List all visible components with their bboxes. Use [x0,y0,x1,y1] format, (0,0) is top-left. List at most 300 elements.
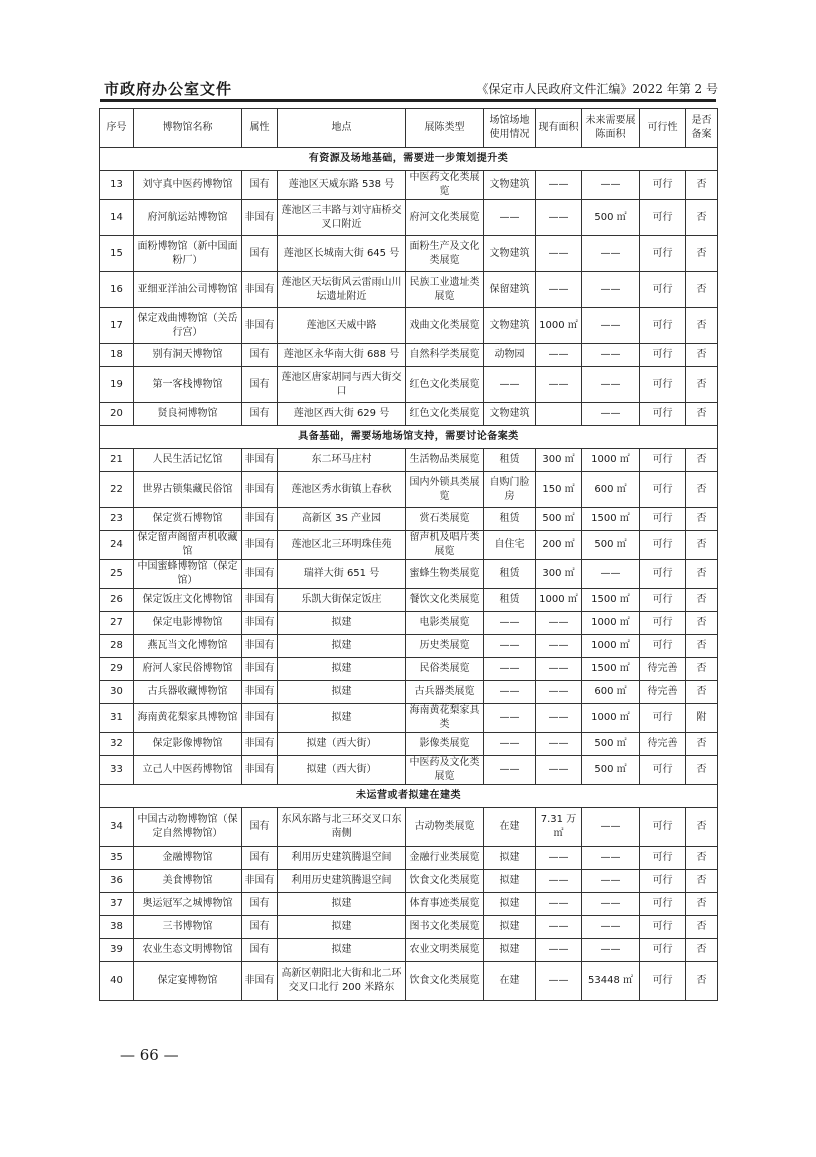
future-area-cell: 1500 ㎡ [582,589,640,612]
row-number-cell: 22 [100,472,134,508]
venue-usage-cell: 文物建筑 [484,308,536,344]
location-cell: 利用历史建筑腾退空间 [278,847,406,870]
row-number-cell: 14 [100,200,134,236]
ownership-cell: 国有 [242,344,278,367]
museum-name-cell: 府河航运站博物馆 [134,200,242,236]
location-cell: 东风东路与北三环交叉口东南侧 [278,808,406,847]
museum-table [99,108,718,1001]
ownership-cell: 非国有 [242,756,278,785]
museum-name-cell: 中国古动物博物馆（保定自然博物馆） [134,808,242,847]
table-row [100,508,718,531]
location-cell: 莲池区长城南大街 645 号 [278,236,406,272]
venue-usage-cell: 租赁 [484,449,536,472]
location-cell: 高新区朝阳北大街和北二环交叉口北行 200 米路东 [278,962,406,1001]
filing-status-cell: 否 [686,531,718,560]
feasibility-cell: 可行 [640,531,686,560]
table-row [100,272,718,308]
row-number-cell: 20 [100,403,134,426]
venue-usage-cell: —— [484,733,536,756]
future-area-cell: —— [582,308,640,344]
row-number-cell: 30 [100,681,134,704]
row-number-cell: 15 [100,236,134,272]
location-cell: 拟建 [278,939,406,962]
section-header-row [100,148,718,171]
exhibition-type-cell: 餐饮文化类展览 [406,589,484,612]
row-number-cell: 32 [100,733,134,756]
row-number-cell: 38 [100,916,134,939]
future-area-cell: 1000 ㎡ [582,449,640,472]
ownership-cell: 非国有 [242,508,278,531]
table-row [100,916,718,939]
table-row [100,236,718,272]
filing-status-cell: 否 [686,344,718,367]
museum-name-cell: 燕瓦当文化博物馆 [134,635,242,658]
exhibition-type-cell: 电影类展览 [406,612,484,635]
future-area-cell: 600 ㎡ [582,681,640,704]
filing-status-cell: 否 [686,236,718,272]
ownership-cell: 国有 [242,236,278,272]
venue-usage-cell: —— [484,704,536,733]
row-number-cell: 24 [100,531,134,560]
table-row [100,870,718,893]
current-area-cell: —— [536,733,582,756]
exhibition-type-cell: 面粉生产及文化类展览 [406,236,484,272]
feasibility-cell: 可行 [640,704,686,733]
ownership-cell: 国有 [242,403,278,426]
header-divider [100,99,716,102]
museum-name-cell: 美食博物馆 [134,870,242,893]
filing-status-cell: 否 [686,893,718,916]
venue-usage-cell: —— [484,658,536,681]
future-area-cell: 500 ㎡ [582,200,640,236]
filing-status-cell: 否 [686,658,718,681]
museum-name-cell: 古兵器收藏博物馆 [134,681,242,704]
venue-usage-cell: —— [484,681,536,704]
current-area-cell: 500 ㎡ [536,508,582,531]
museum-name-cell: 别有洞天博物馆 [134,344,242,367]
museum-name-cell: 中国蜜蜂博物馆（保定馆） [134,560,242,589]
venue-usage-cell: 在建 [484,962,536,1001]
feasibility-cell: 可行 [640,847,686,870]
future-area-cell: —— [582,847,640,870]
filing-status-cell: 否 [686,870,718,893]
future-area-cell: —— [582,344,640,367]
future-area-cell: 600 ㎡ [582,472,640,508]
location-cell: 莲池区三丰路与刘守庙桥交叉口附近 [278,200,406,236]
column-header: 序号 [100,109,134,148]
column-header: 展陈类型 [406,109,484,148]
current-area-cell: —— [536,916,582,939]
ownership-cell: 国有 [242,893,278,916]
exhibition-type-cell: 古动物类展览 [406,808,484,847]
column-header: 地点 [278,109,406,148]
exhibition-type-cell: 自然科学类展览 [406,344,484,367]
row-number-cell: 39 [100,939,134,962]
exhibition-type-cell: 饮食文化类展览 [406,962,484,1001]
filing-status-cell: 否 [686,403,718,426]
museum-name-cell: 面粉博物馆（新中国面粉厂） [134,236,242,272]
table-row [100,704,718,733]
feasibility-cell: 可行 [640,756,686,785]
venue-usage-cell: 拟建 [484,939,536,962]
filing-status-cell: 否 [686,589,718,612]
location-cell: 拟建 [278,612,406,635]
ownership-cell: 非国有 [242,612,278,635]
ownership-cell: 国有 [242,171,278,200]
filing-status-cell: 否 [686,681,718,704]
filing-status-cell: 否 [686,367,718,403]
table-row [100,344,718,367]
filing-status-cell: 否 [686,308,718,344]
section-header-row [100,785,718,808]
venue-usage-cell: —— [484,200,536,236]
museum-name-cell: 人民生活记忆馆 [134,449,242,472]
column-header: 现有面积 [536,109,582,148]
location-cell: 乐凯大街保定饭庄 [278,589,406,612]
current-area-cell: —— [536,612,582,635]
future-area-cell: 500 ㎡ [582,756,640,785]
feasibility-cell: 待完善 [640,681,686,704]
current-area-cell: —— [536,847,582,870]
current-area-cell: —— [536,939,582,962]
ownership-cell: 非国有 [242,635,278,658]
table-row [100,612,718,635]
location-cell: 拟建 [278,681,406,704]
filing-status-cell: 否 [686,200,718,236]
exhibition-type-cell: 金融行业类展览 [406,847,484,870]
venue-usage-cell: 文物建筑 [484,403,536,426]
table-row [100,681,718,704]
table-row [100,658,718,681]
feasibility-cell: 可行 [640,200,686,236]
filing-status-cell: 否 [686,171,718,200]
feasibility-cell: 可行 [640,808,686,847]
exhibition-type-cell: 体育事迹类展览 [406,893,484,916]
current-area-cell: —— [536,704,582,733]
ownership-cell: 国有 [242,847,278,870]
feasibility-cell: 可行 [640,962,686,1001]
table-row [100,756,718,785]
museum-name-cell: 刘守真中医药博物馆 [134,171,242,200]
future-area-cell: 500 ㎡ [582,733,640,756]
column-header: 可行性 [640,109,686,148]
filing-status-cell: 否 [686,272,718,308]
museum-name-cell: 保定留声阁留声机收藏馆 [134,531,242,560]
location-cell: 高新区 3S 产业园 [278,508,406,531]
exhibition-type-cell: 蜜蜂生物类展览 [406,560,484,589]
venue-usage-cell: —— [484,367,536,403]
row-number-cell: 16 [100,272,134,308]
future-area-cell: —— [582,367,640,403]
ownership-cell: 非国有 [242,200,278,236]
location-cell: 东二环马庄村 [278,449,406,472]
venue-usage-cell: 拟建 [484,870,536,893]
feasibility-cell: 可行 [640,560,686,589]
museum-name-cell: 府河人家民俗博物馆 [134,658,242,681]
filing-status-cell: 否 [686,508,718,531]
column-header: 博物馆名称 [134,109,242,148]
row-number-cell: 29 [100,658,134,681]
row-number-cell: 35 [100,847,134,870]
table-row [100,939,718,962]
row-number-cell: 13 [100,171,134,200]
current-area-cell: 1000 ㎡ [536,308,582,344]
ownership-cell: 非国有 [242,704,278,733]
row-number-cell: 28 [100,635,134,658]
feasibility-cell: 可行 [640,870,686,893]
ownership-cell: 非国有 [242,308,278,344]
venue-usage-cell: 保留建筑 [484,272,536,308]
row-number-cell: 25 [100,560,134,589]
feasibility-cell: 可行 [640,403,686,426]
table-row [100,367,718,403]
ownership-cell: 非国有 [242,870,278,893]
exhibition-type-cell: 影像类展览 [406,733,484,756]
table-row [100,200,718,236]
current-area-cell: —— [536,870,582,893]
ownership-cell: 国有 [242,939,278,962]
feasibility-cell: 可行 [640,589,686,612]
location-cell: 拟建 [278,893,406,916]
filing-status-cell: 附 [686,704,718,733]
filing-status-cell: 否 [686,756,718,785]
current-area-cell: —— [536,236,582,272]
filing-status-cell: 否 [686,635,718,658]
column-header: 是否备案 [686,109,718,148]
venue-usage-cell: —— [484,635,536,658]
future-area-cell: 1000 ㎡ [582,612,640,635]
section-title: 未运营或者拟建在建类 [100,785,718,808]
row-number-cell: 36 [100,870,134,893]
row-number-cell: 26 [100,589,134,612]
exhibition-type-cell: 中医药及文化类展览 [406,756,484,785]
feasibility-cell: 可行 [640,612,686,635]
document-series-title: 《保定市人民政府文件汇编》2022 年第 2 号 [476,82,718,96]
current-area-cell: —— [536,681,582,704]
table-body [100,148,718,1001]
exhibition-type-cell: 历史类展览 [406,635,484,658]
table-row [100,847,718,870]
table-row [100,560,718,589]
filing-status-cell: 否 [686,847,718,870]
table-row [100,472,718,508]
filing-status-cell: 否 [686,472,718,508]
museum-name-cell: 农业生态文明博物馆 [134,939,242,962]
location-cell: 莲池区永华南大街 688 号 [278,344,406,367]
future-area-cell: 500 ㎡ [582,531,640,560]
future-area-cell: —— [582,403,640,426]
filing-status-cell: 否 [686,939,718,962]
table-row [100,403,718,426]
exhibition-type-cell: 民俗类展览 [406,658,484,681]
row-number-cell: 17 [100,308,134,344]
table-row [100,308,718,344]
filing-status-cell: 否 [686,612,718,635]
ownership-cell: 非国有 [242,272,278,308]
museum-name-cell: 三书博物馆 [134,916,242,939]
feasibility-cell: 待完善 [640,658,686,681]
future-area-cell: 53448 ㎡ [582,962,640,1001]
future-area-cell: —— [582,870,640,893]
filing-status-cell: 否 [686,808,718,847]
exhibition-type-cell: 留声机及唱片类展览 [406,531,484,560]
location-cell: 拟建 [278,916,406,939]
museum-name-cell: 立己人中医药博物馆 [134,756,242,785]
venue-usage-cell: 文物建筑 [484,236,536,272]
row-number-cell: 31 [100,704,134,733]
venue-usage-cell: 拟建 [484,893,536,916]
future-area-cell: 1500 ㎡ [582,508,640,531]
table-row [100,635,718,658]
current-area-cell: 7.31 万㎡ [536,808,582,847]
exhibition-type-cell: 国内外锁具类展览 [406,472,484,508]
future-area-cell: —— [582,171,640,200]
current-area-cell: —— [536,893,582,916]
row-number-cell: 21 [100,449,134,472]
exhibition-type-cell: 古兵器类展览 [406,681,484,704]
location-cell: 莲池区天威东路 538 号 [278,171,406,200]
location-cell: 莲池区北三环明珠佳苑 [278,531,406,560]
column-header: 属性 [242,109,278,148]
ownership-cell: 非国有 [242,589,278,612]
feasibility-cell: 可行 [640,171,686,200]
current-area-cell: —— [536,272,582,308]
feasibility-cell: 可行 [640,367,686,403]
current-area-cell: 1000 ㎡ [536,589,582,612]
current-area-cell: 300 ㎡ [536,560,582,589]
document-header-title: 市政府办公室文件 [104,80,233,98]
current-area-cell: —— [536,962,582,1001]
filing-status-cell: 否 [686,733,718,756]
location-cell: 拟建（西大街） [278,733,406,756]
future-area-cell: 1500 ㎡ [582,658,640,681]
ownership-cell: 国有 [242,916,278,939]
exhibition-type-cell: 饮食文化类展览 [406,870,484,893]
venue-usage-cell: 在建 [484,808,536,847]
feasibility-cell: 可行 [640,272,686,308]
feasibility-cell: 可行 [640,472,686,508]
ownership-cell: 非国有 [242,658,278,681]
exhibition-type-cell: 赏石类展览 [406,508,484,531]
ownership-cell: 非国有 [242,962,278,1001]
location-cell: 拟建 [278,658,406,681]
row-number-cell: 19 [100,367,134,403]
future-area-cell: —— [582,560,640,589]
feasibility-cell: 待完善 [640,733,686,756]
future-area-cell: —— [582,808,640,847]
museum-name-cell: 保定戏曲博物馆（关岳行宫） [134,308,242,344]
feasibility-cell: 可行 [640,236,686,272]
feasibility-cell: 可行 [640,635,686,658]
museum-name-cell: 奥运冠军之城博物馆 [134,893,242,916]
table-row [100,733,718,756]
filing-status-cell: 否 [686,962,718,1001]
location-cell: 利用历史建筑腾退空间 [278,870,406,893]
ownership-cell: 非国有 [242,449,278,472]
current-area-cell: 300 ㎡ [536,449,582,472]
exhibition-type-cell: 红色文化类展览 [406,403,484,426]
venue-usage-cell: 自住宅 [484,531,536,560]
exhibition-type-cell: 海南黄花梨家具类 [406,704,484,733]
current-area-cell: —— [536,171,582,200]
venue-usage-cell: 拟建 [484,916,536,939]
exhibition-type-cell: 府河文化类展览 [406,200,484,236]
location-cell: 莲池区天威中路 [278,308,406,344]
section-title: 具备基础，需要场地场馆支持，需要讨论备案类 [100,426,718,449]
museum-name-cell: 保定宴博物馆 [134,962,242,1001]
ownership-cell: 非国有 [242,560,278,589]
current-area-cell: —— [536,200,582,236]
current-area-cell: —— [536,344,582,367]
table-row [100,449,718,472]
location-cell: 拟建 [278,635,406,658]
museum-name-cell: 保定电影博物馆 [134,612,242,635]
current-area-cell [536,403,582,426]
ownership-cell: 非国有 [242,681,278,704]
column-header: 未来需要展陈面积 [582,109,640,148]
table-row [100,531,718,560]
table-row [100,962,718,1001]
current-area-cell: 200 ㎡ [536,531,582,560]
current-area-cell: —— [536,658,582,681]
venue-usage-cell: —— [484,756,536,785]
venue-usage-cell: 拟建 [484,847,536,870]
venue-usage-cell: 租赁 [484,560,536,589]
venue-usage-cell: —— [484,612,536,635]
museum-name-cell: 金融博物馆 [134,847,242,870]
feasibility-cell: 可行 [640,508,686,531]
exhibition-type-cell: 图书文化类展览 [406,916,484,939]
museum-name-cell: 贤良祠博物馆 [134,403,242,426]
feasibility-cell: 可行 [640,893,686,916]
location-cell: 莲池区天坛街风云雷雨山川坛遗址附近 [278,272,406,308]
museum-name-cell: 保定饭庄文化博物馆 [134,589,242,612]
section-header-row [100,426,718,449]
venue-usage-cell: 租赁 [484,508,536,531]
location-cell: 瑞祥大街 651 号 [278,560,406,589]
ownership-cell: 非国有 [242,472,278,508]
table-row [100,893,718,916]
ownership-cell: 国有 [242,808,278,847]
venue-usage-cell: 文物建筑 [484,171,536,200]
exhibition-type-cell: 农业文明类展览 [406,939,484,962]
row-number-cell: 18 [100,344,134,367]
feasibility-cell: 可行 [640,916,686,939]
future-area-cell: —— [582,939,640,962]
ownership-cell: 非国有 [242,733,278,756]
current-area-cell: —— [536,635,582,658]
future-area-cell: 1000 ㎡ [582,704,640,733]
future-area-cell: —— [582,272,640,308]
exhibition-type-cell: 红色文化类展览 [406,367,484,403]
column-header: 场馆场地使用情况 [484,109,536,148]
row-number-cell: 27 [100,612,134,635]
venue-usage-cell: 自购门脸房 [484,472,536,508]
location-cell: 拟建 [278,704,406,733]
future-area-cell: 1000 ㎡ [582,635,640,658]
row-number-cell: 37 [100,893,134,916]
location-cell: 莲池区唐家胡同与西大街交口 [278,367,406,403]
exhibition-type-cell: 生活物品类展览 [406,449,484,472]
section-title: 有资源及场地基础，需要进一步策划提升类 [100,148,718,171]
current-area-cell: —— [536,367,582,403]
feasibility-cell: 可行 [640,308,686,344]
row-number-cell: 23 [100,508,134,531]
table-row [100,171,718,200]
exhibition-type-cell: 中医药文化类展览 [406,171,484,200]
filing-status-cell: 否 [686,916,718,939]
exhibition-type-cell: 戏曲文化类展览 [406,308,484,344]
